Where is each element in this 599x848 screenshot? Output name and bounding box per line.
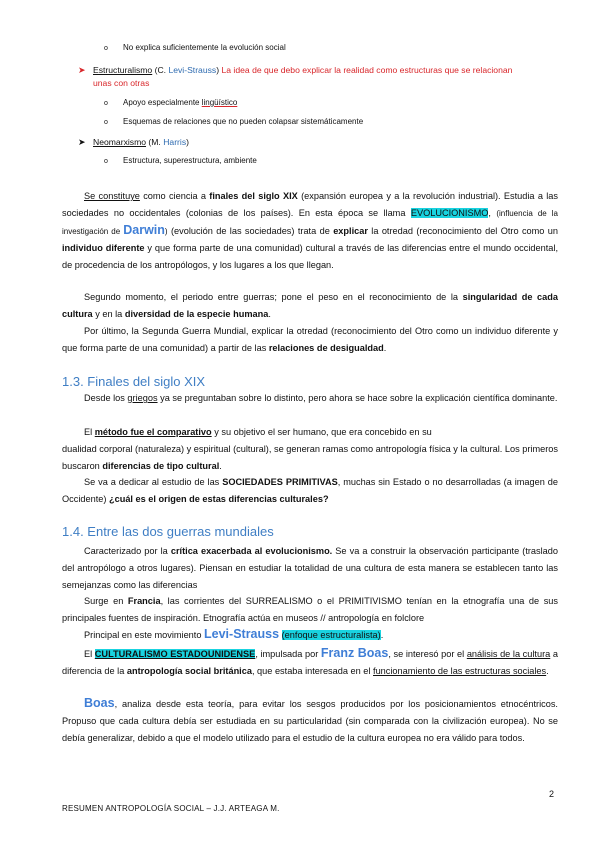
- arrow-bullet-icon: ➤: [78, 65, 86, 75]
- text-run: Desde los: [84, 393, 128, 403]
- section-heading: 1.4. Entre las dos guerras mundiales: [62, 524, 274, 539]
- definition-text: La idea de que debo explicar la realidad como estructuras que se relacionan: [221, 65, 513, 75]
- list-item-text: Esquemas de relaciones que no pueden colapsar sistemáticamente: [123, 117, 364, 126]
- list-item: [0, 136, 599, 150]
- text-run: a diferencia de la: [62, 649, 558, 676]
- paragraph: [62, 424, 558, 475]
- text-run: , que estaba interesada en el: [251, 666, 374, 676]
- arrow-bullet-icon: ➤: [78, 137, 86, 147]
- text-run: ya se preguntaban sobre lo distinto, pero ahora se hace sobre la explicación científica dominante.: [157, 393, 558, 403]
- author-levi-strauss: Levi-Strauss: [204, 627, 280, 641]
- list-item-text: No explica suficientemente la evolución social: [123, 43, 286, 52]
- text-run: (influencia de la investigación de: [62, 209, 558, 236]
- paragraph: [62, 323, 558, 357]
- text-run: , se interesó por el: [388, 649, 467, 659]
- text-run: dualidad corporal (naturaleza) y espiritual (cultural), se generan ramas como antropología física y la cultural. Los primeros buscaron: [62, 444, 558, 471]
- author-name: Levi-Strauss: [168, 65, 217, 75]
- paragraph: [62, 626, 558, 644]
- text-run: , impulsada por: [255, 649, 321, 659]
- footer-text: RESUMEN ANTROPOLOGÍA SOCIAL – J.J. ARTEAGA M.: [62, 804, 280, 813]
- text-run: antropología social británica: [126, 666, 252, 676]
- term-neomarxismo: Neomarxismo: [93, 137, 147, 147]
- text-run: Caracterizado por la: [84, 546, 171, 556]
- text-run: griegos: [127, 393, 158, 403]
- term-estructuralismo: Estructuralismo: [93, 65, 153, 75]
- text-run: crítica exacerbada al evolucionismo.: [170, 546, 333, 556]
- text-run: Principal en este movimiento: [84, 630, 205, 640]
- text-run: explicar: [333, 226, 368, 236]
- author-darwin: Darwin: [123, 223, 165, 237]
- text-run: y su objetivo el ser humano, que era concebido en su: [211, 427, 432, 437]
- text-run: (expansión europea y a la revolución industrial). Estudia a las sociedades no occidentales (colonias de los países). En esta época se llama: [62, 191, 558, 218]
- section-heading: 1.3. Finales del siglo XIX: [62, 374, 206, 389]
- text-run: y en la: [92, 309, 125, 319]
- text-run: El: [84, 427, 95, 437]
- definition-text: unas con otras: [93, 78, 150, 88]
- paragraph: [62, 474, 558, 508]
- page-number: 2: [549, 789, 555, 799]
- text-run: , muchas sin Estado o no desarrolladas (a imagen de Occidente): [62, 477, 558, 504]
- text-run: y que forma parte de una comunidad) cultural a través de las diferencias entre el mundo occidental, de procedencia de los antropólogos, y los lugares a los que llegan.: [62, 243, 558, 270]
- text-run: Surge en: [84, 596, 128, 606]
- text-run: Se va a dedicar al estudio de las: [84, 477, 223, 487]
- text-run: ): [164, 227, 168, 236]
- text-run: relaciones de desigualdad: [268, 343, 384, 353]
- text-run: .: [268, 309, 271, 319]
- text-run: , las corrientes del SURREALISMO o el PRIMITIVISMO tenían en la etnografía una de sus principales fuentes de inspiración. Etnografía actúa en museos // antropología en folclore: [62, 596, 558, 623]
- paren: (C.: [154, 65, 169, 75]
- paragraph: [62, 543, 558, 594]
- circle-bullet-icon: o: [104, 119, 108, 126]
- text-run: ¿cuál es el origen de estas diferencias culturales?: [108, 494, 329, 504]
- text-run: SOCIEDADES PRIMITIVAS: [222, 477, 338, 487]
- text-run: .: [380, 630, 384, 640]
- paragraph: [62, 188, 558, 274]
- text-run: análisis de la cultura: [466, 649, 551, 659]
- text-run: diversidad de la especie humana: [124, 309, 269, 319]
- text-run: .: [219, 461, 222, 471]
- text-run: la otredad (reconocimiento del Otro como un: [367, 226, 559, 236]
- text-run: (evolución de las sociedades) trata de: [167, 226, 334, 236]
- text-run: Se constituye: [84, 191, 140, 201]
- paren: ): [186, 137, 189, 147]
- author-franz-boas: Franz Boas: [320, 646, 389, 660]
- text-run: ,: [488, 208, 497, 218]
- text-run: Por último, la Segunda Guerra Mundial, explicar la otredad (reconocimiento del Otro como un individuo diferente y que forma parte de una comunidad) a partir de las: [62, 326, 558, 353]
- paragraph: [62, 289, 558, 323]
- text-run: , analiza desde esta teoría, para evitar los sesgos producidos por los posicionamientos etnocéntricos. Propuso que cada cultura debía ser estudiada en su particularidad (sin comparada con la civilización europea). No se debía generalizar, debido a que el modelo utilizado para el estudio de la cultura europea no era válido para todos.: [62, 699, 558, 743]
- paragraph: [62, 593, 558, 627]
- text-run: diferencias de tipo cultural: [102, 461, 220, 471]
- text-run: .: [383, 343, 387, 353]
- list-item: [0, 64, 599, 94]
- paragraph: [62, 390, 558, 407]
- author-boas: Boas: [84, 696, 115, 710]
- term-linguistico: lingüístico: [201, 98, 238, 107]
- highlight-culturalismo: CULTURALISMO ESTADOUNIDENSE: [94, 649, 256, 659]
- text-run: Segundo momento, el periodo entre guerras; pone el peso en el reconocimiento de la: [84, 292, 463, 302]
- list-item: [0, 155, 599, 169]
- paren: ): [216, 65, 220, 75]
- paragraph: [62, 645, 558, 680]
- text-run: .: [546, 666, 549, 676]
- text-run: método fue el comparativo: [94, 427, 212, 437]
- text-run: El: [84, 649, 95, 659]
- list-item: [0, 116, 599, 130]
- circle-bullet-icon: o: [104, 45, 108, 52]
- text-run: funcionamiento de las estructuras sociales: [373, 666, 547, 676]
- paren: (M.: [148, 137, 164, 147]
- circle-bullet-icon: o: [104, 158, 108, 165]
- text-run: Francia: [127, 596, 161, 606]
- highlight-evolucionismo: EVOLUCIONISMO: [410, 208, 489, 218]
- text-run: como ciencia a: [139, 191, 210, 201]
- highlight-enfoque: (enfoque estructuralista): [281, 630, 381, 640]
- text-run: singularidad de cada cultura: [62, 292, 558, 319]
- list-item-text: Estructura, superestructura, ambiente: [123, 156, 257, 165]
- text-run: individuo diferente: [62, 243, 145, 253]
- circle-bullet-icon: o: [104, 100, 108, 107]
- list-item-text: Apoyo especialmente: [123, 98, 202, 107]
- paragraph: [62, 695, 558, 747]
- list-item: [0, 42, 599, 56]
- text-run: finales del siglo XIX: [209, 191, 298, 201]
- text-run: Se va a construir la observación participante (traslado del antropólogo a otros lugares). Piensan en estudiar la totalidad de una cultura de esta manera se establecen tanto las semejanzas como las diferencias: [62, 546, 559, 590]
- list-item: [0, 97, 599, 111]
- author-name: Harris: [163, 137, 187, 147]
